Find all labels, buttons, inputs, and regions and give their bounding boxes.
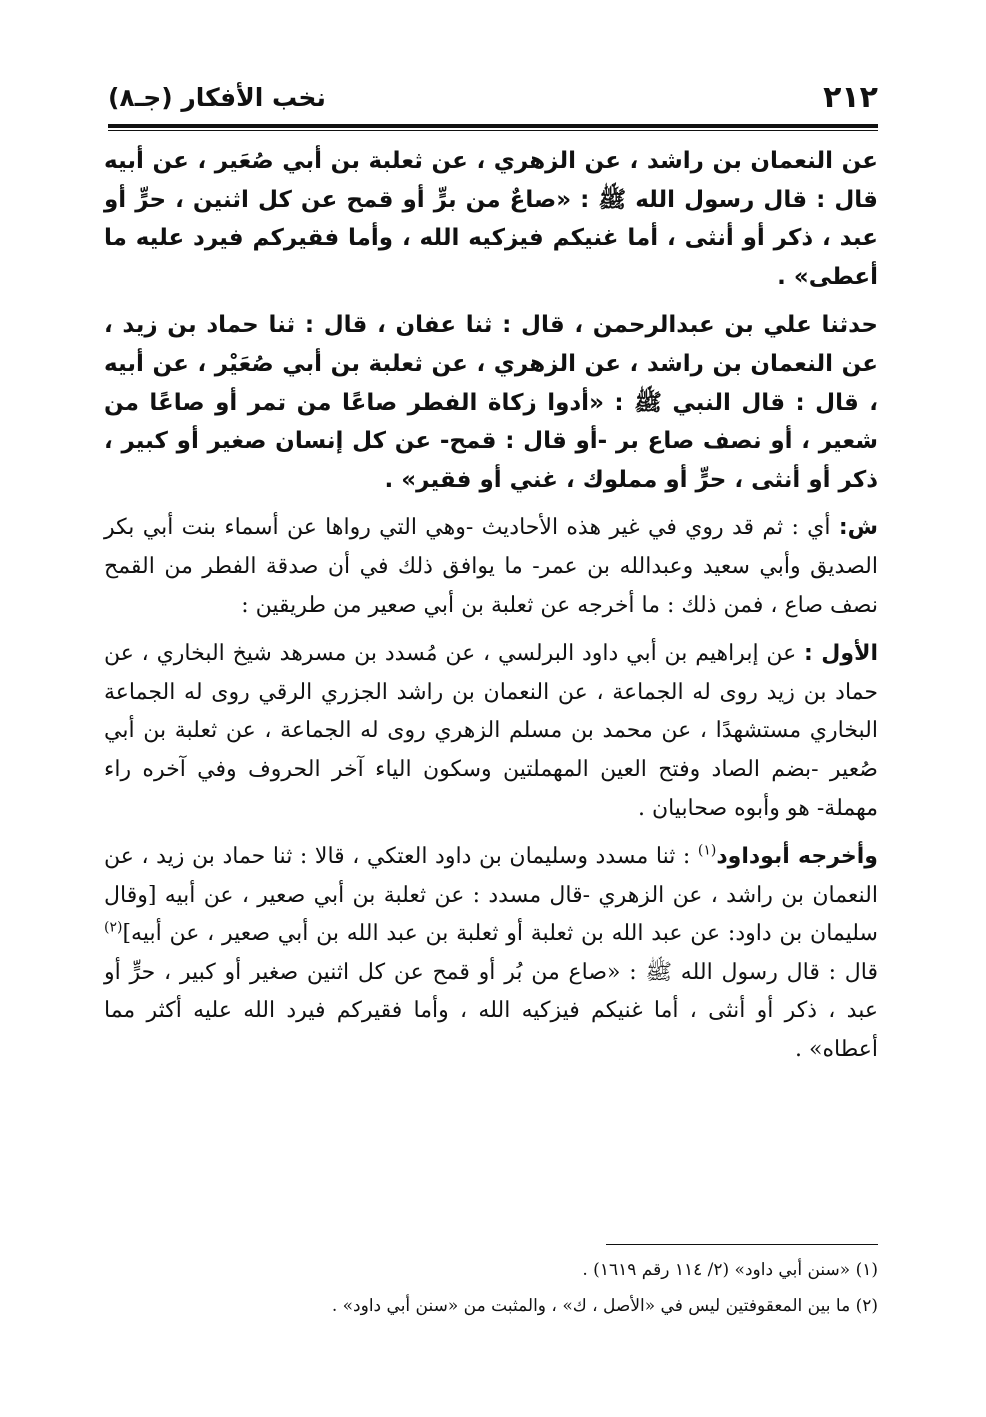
footnote-2: (٢) ما بين المعقوفتين ليس في «الأصل ، ك» ، والمثبت من «سنن أبي داود» . <box>331 1296 878 1316</box>
commentary-text: أي : ثم قد روي في غير هذه الأحاديث -وهي التي رواها عن أسماء بنت أبي بكر الصديق وأبي سعيد وعبدالله بن عمر- ما يوافق ذلك في أن صدقة الفطر من القمح نصف صاع ، فمن ذلك : ما أخرجه عن ثعلبة بن أبي صعير من طريقين : <box>104 515 878 618</box>
paragraph-abu-dawud <box>104 838 878 1070</box>
running-title: نخب الأفكار (جـ٨) <box>108 83 326 112</box>
paragraph-commentary <box>104 509 878 625</box>
first-route-heading: الأول : <box>804 641 878 667</box>
abu-dawud-heading: وأخرجه أبوداود <box>716 844 878 870</box>
footnote-rule <box>606 1244 878 1245</box>
paragraph-hadith-1: عن النعمان بن راشد ، عن الزهري ، عن ثعلبة بن أبي صُعَير ، عن أبيه قال : قال رسول الله ﷺ : «صاعٌ من برٍّ أو قمح عن كل اثنين ، حرٍّ أو عبد ، ذكر أو أنثى ، أما غنيكم فيزكيه الله ، وأما فقيركم فيرد عليه ما أعطى» . <box>104 148 878 290</box>
footnotes <box>108 1252 878 1324</box>
commentary-marker: ش: <box>838 515 878 541</box>
paragraph-first-route <box>104 635 878 828</box>
paragraph-hadith-2: حدثنا علي بن عبدالرحمن ، قال : ثنا عفان ، قال : ثنا حماد بن زيد ، عن النعمان بن راشد ، عن الزهري ، عن ثعلبة بن أبي صُعَيْر ، عن أبيه ، قال : قال النبي ﷺ : «أدوا زكاة الفطر صاعًا من تمر أو صاعًا من شعير ، أو نصف صاع بر -أو قال : قمح- عن كل إنسان صغير أو كبير ، ذكر أو أنثى ، حرٍّ أو مملوك ، غني أو فقير» . <box>104 312 878 493</box>
header-rule-thin <box>108 130 878 131</box>
header-rule <box>108 124 878 128</box>
page-number: ٢١٢ <box>823 80 878 115</box>
abu-dawud-text-a: : ثنا مسدد وسليمان بن داود العتكي ، قالا : ثنا حماد بن زيد ، عن النعمان بن راشد ، عن الزهري -قال مسدد : عن ثعلبة بن أبي صعير ، عن أبيه [وقال سليمان بن داود: عن عبد الله بن ثعلبة أو ثعلبة بن عبد الله بن أبي صعير ، عن أبيه] <box>104 844 878 947</box>
footnote-ref-2[interactable]: (٢) <box>104 919 123 936</box>
first-route-text: عن إبراهيم بن أبي داود البرلسي ، عن مُسدد بن مسرهد شيخ البخاري ، عن حماد بن زيد روى له الجماعة ، عن النعمان بن راشد الجزري الرقي روى له الجماعة البخاري مستشهدًا ، عن محمد بن مسلم الزهري روى له الجماعة ، عن ثعلبة بن أبي صُعير -بضم الصاد وفتح العين المهملتين وسكون الياء آخر الحروف وفي آخره راء مهملة- هو وأبوه صحابيان . <box>104 641 878 821</box>
main-text <box>104 142 878 1080</box>
page-header <box>108 78 878 122</box>
abu-dawud-text-b: قال : قال رسول الله ﷺ : «صاع من بُر أو قمح عن كل اثنين صغير أو كبير ، حرٍّ أو عبد ، ذكر أو أنثى ، أما غنيكم فيزكيه الله ، وأما فقيركم فيرد الله عليه أكثر مما أعطاه» . <box>104 959 878 1063</box>
footnote-1: (١) «سنن أبي داود» (٢/ ١١٤ رقم ١٦١٩) . <box>582 1260 878 1280</box>
footnote-ref-1[interactable]: (١) <box>697 842 717 859</box>
